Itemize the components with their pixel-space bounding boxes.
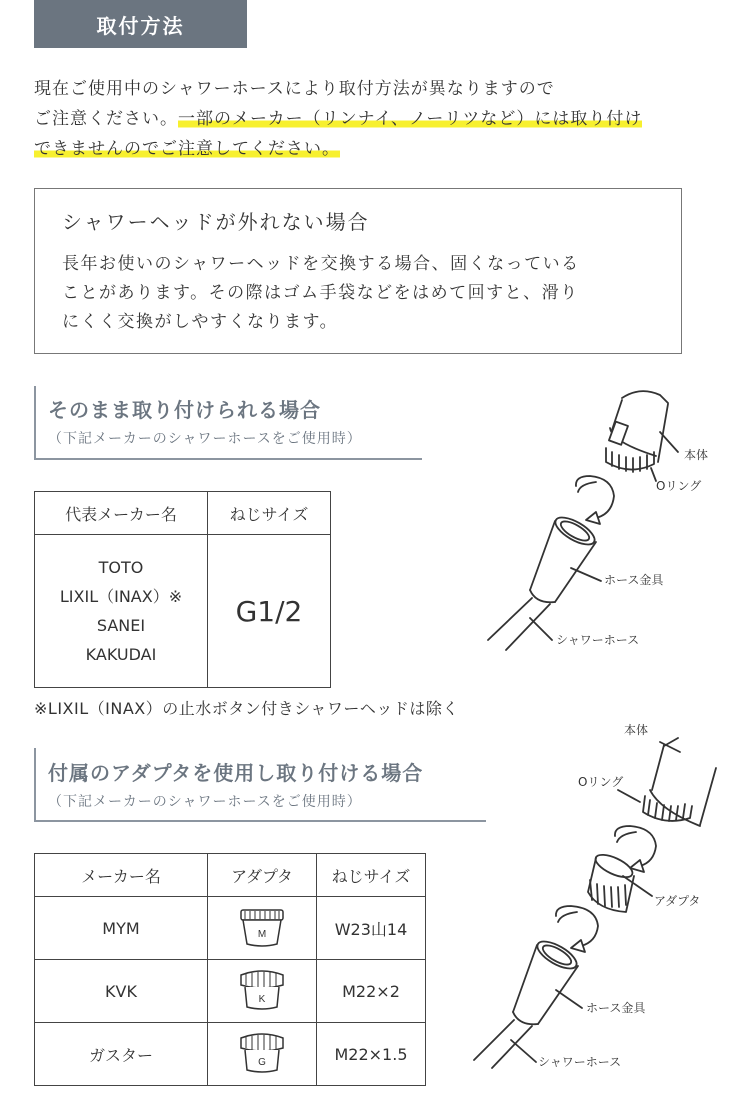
notice-line: 長年お使いのシャワーヘッドを交換する場合、固くなっている (62, 254, 580, 274)
page-title: 取付方法 (34, 0, 247, 48)
section1-title: そのまま取り付けられる場合 (48, 398, 321, 422)
maker-name: MYM (35, 897, 208, 960)
thread-size: M22×1.5 (317, 1023, 426, 1086)
notice-title: シャワーヘッドが外れない場合 (62, 210, 370, 234)
notice-line: ことがあります。その際はゴム手袋などをはめて回すと、滑り (62, 283, 579, 303)
diagram2-hose-fitting-label: ホース金具 (586, 1001, 646, 1015)
table-header: メーカー名 (35, 854, 208, 897)
thread-size: W23山14 (317, 897, 426, 960)
maker-name: KVK (35, 960, 208, 1023)
section2-title: 付属のアダプタを使用し取り付ける場合 (48, 761, 424, 785)
table-header: ねじサイズ (208, 492, 331, 535)
diagram1-shower-hose-label: シャワーホース (556, 633, 640, 647)
table-header: ねじサイズ (317, 854, 426, 897)
maker-name: ガスター (35, 1023, 208, 1086)
footnote: ※LIXIL（INAX）の止水ボタン付きシャワーヘッドは除く (34, 699, 459, 718)
intro-warning-highlight-2: できませんのでご注意してください。 (34, 139, 340, 159)
intro-line-2-plain: ご注意ください。 (34, 109, 178, 129)
diagram1-oring-label: Oリング (656, 479, 702, 493)
adapter-mark: G (258, 1057, 266, 1068)
table-header: アダプタ (208, 854, 317, 897)
diagram2-adapter-label: アダプタ (654, 894, 701, 908)
notice-line: にくく交換がしやすくなります。 (62, 312, 339, 332)
diagram2-shower-hose-label: シャワーホース (538, 1055, 622, 1069)
maker-name: SANEI (96, 616, 146, 635)
table-header: 代表メーカー名 (35, 492, 208, 535)
thread-size-cell: G1/2 (208, 535, 331, 688)
section2-subtitle: （下記メーカーのシャワーホースをご使用時） (48, 794, 362, 810)
diagram2-body-label: 本体 (624, 723, 649, 737)
diagram1-hose-fitting-label: ホース金具 (604, 573, 664, 587)
adapter-mark: K (258, 994, 266, 1005)
intro-line-1: 現在ご使用中のシャワーホースにより取付方法が異なりますので (34, 79, 555, 99)
diagram1-body-label: 本体 (684, 448, 709, 462)
adapter-mark: M (257, 929, 267, 940)
maker-name: TOTO (98, 558, 144, 577)
thread-size: M22×2 (317, 960, 426, 1023)
section1-subtitle: （下記メーカーのシャワーホースをご使用時） (48, 431, 362, 447)
intro-warning-highlight: 一部のメーカー（リンナイ、ノーリツなど）には取り付け (178, 109, 643, 129)
diagram2-oring-label: Oリング (578, 775, 624, 789)
maker-name: LIXIL（INAX）※ (59, 587, 183, 606)
maker-name: KAKUDAI (85, 645, 157, 664)
